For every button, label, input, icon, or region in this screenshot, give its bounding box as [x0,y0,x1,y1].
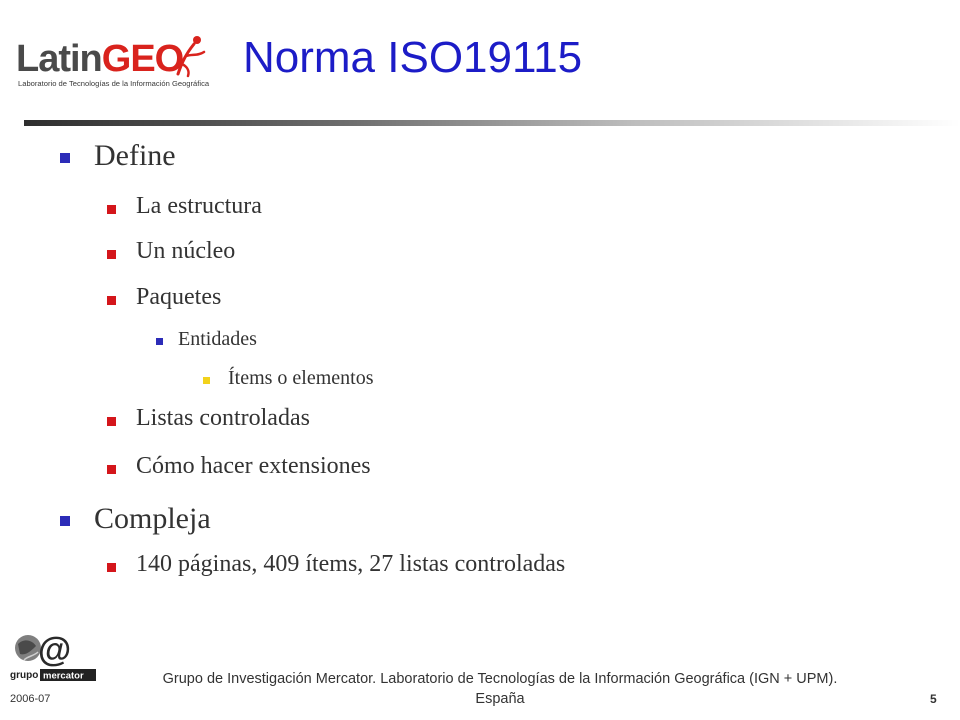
bullet-extensiones [136,453,371,480]
logo-wordmark-latin: Latin [16,38,102,80]
bullet-listas [136,405,310,432]
title-divider [24,120,960,126]
bullet-square-icon [203,377,210,384]
bullet-text: Cómo hacer extensiones [136,453,371,479]
bullet-entidades [178,328,257,351]
logo-wordmark-geo: GEO [101,38,184,80]
bullet-estructura [136,193,262,220]
footer-line-2: España [475,691,525,707]
bullet-square-icon [60,153,70,163]
bullet-square-icon [156,338,163,345]
bullet-paquetes [136,284,221,311]
bullet-paginas [136,551,565,578]
logo-word-grupo: grupo [10,670,39,681]
bullet-text: Un núcleo [136,238,236,264]
latingeo-logo [12,34,212,94]
footer-line-1: Grupo de Investigación Mercator. Laboratorio de Tecnologías de la Información Geográfica (IGN + UPM). [162,671,838,687]
logo-subtitle: Laboratorio de Tecnologías de la Información Geográfica [18,79,210,88]
bullet-text: La estructura [136,193,262,219]
bullet-compleja [94,502,211,536]
bullet-text: Entidades [178,328,257,350]
bullet-define [94,139,176,173]
bullet-text: 140 páginas, 409 ítems, 27 listas controladas [136,551,566,577]
grupo-mercator-logo [8,626,98,684]
logo-figure-icon [172,34,208,78]
bullet-square-icon [107,250,116,259]
logo-word-mercator: mercator [43,670,84,682]
bullet-square-icon [107,205,116,214]
bullet-square-icon [107,417,116,426]
bullet-text: Paquetes [136,284,222,310]
footer-date: 2006-07 [10,693,51,705]
bullet-square-icon [107,563,116,572]
logo-wordmark [16,40,183,78]
bullet-items [228,367,374,390]
bullet-square-icon [107,296,116,305]
bullet-nucleo [136,238,235,265]
bullet-square-icon [60,516,70,526]
bullet-text: Ítems o elementos [228,367,374,389]
bullet-text: Compleja [94,502,211,535]
page-number: 5 [930,692,937,706]
at-sign-icon: @ [38,631,72,669]
bullet-square-icon [107,465,116,474]
bullet-text: Define [94,139,176,172]
footer-credit [100,669,900,709]
bullet-text: Listas controladas [136,405,310,431]
slide-title: Norma ISO19115 [243,33,583,82]
